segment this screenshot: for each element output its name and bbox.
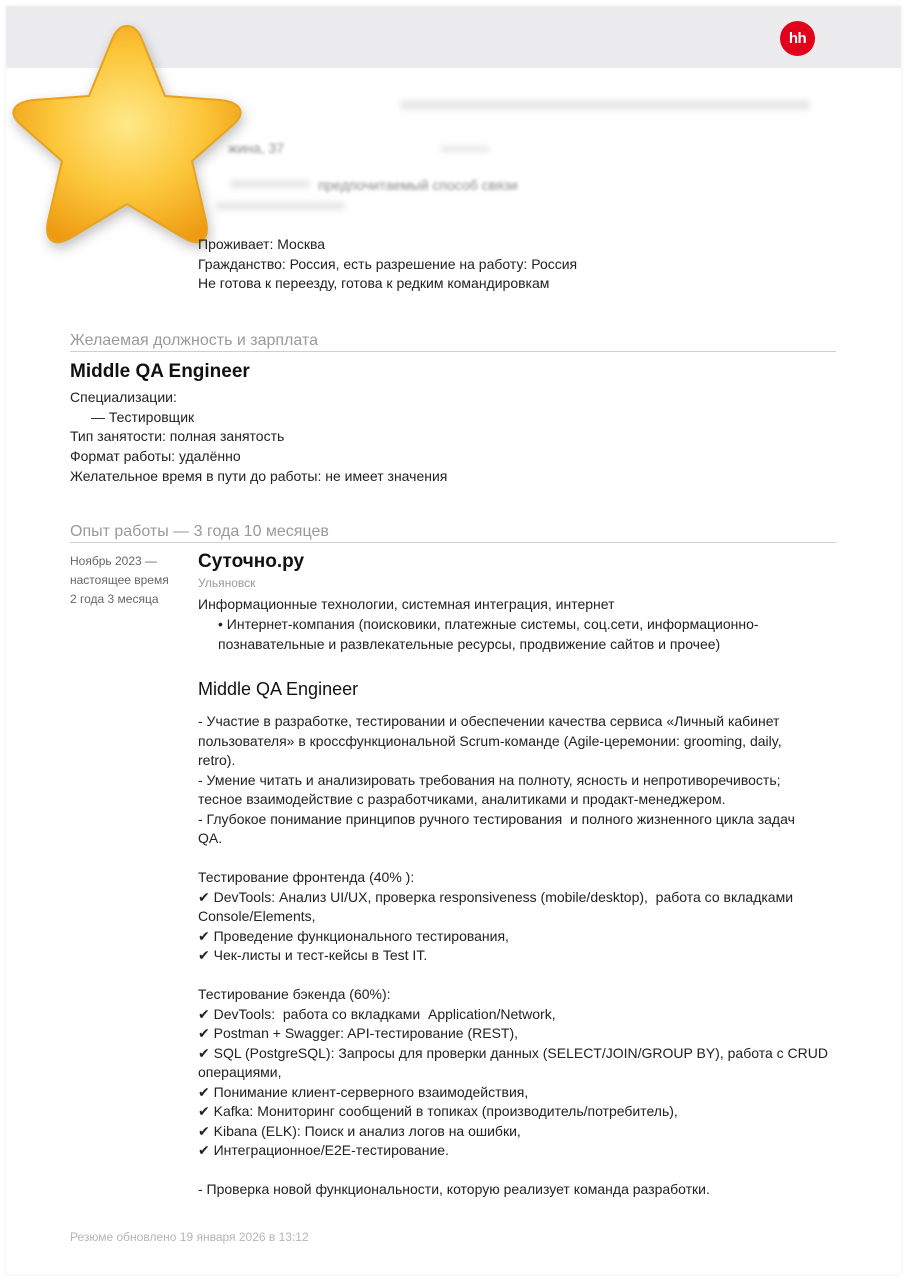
description-line: ✔ Kafka: Мониторинг сообщений в топиках (производитель/потребитель),: [198, 1103, 678, 1119]
description-line: retro).: [198, 752, 236, 768]
description-line: ✔ DevTools: Анализ UI/UX, проверка responsiveness (mobile/desktop), работа со вкладками: [198, 888, 794, 905]
job-period: [70, 552, 169, 609]
description-line: Тестирование фронтенда (40% ):: [198, 869, 415, 885]
contact-preference: предпочитаемый способ связи: [318, 177, 518, 193]
description-line: [198, 849, 838, 869]
period-duration: 2 года 3 месяца: [70, 592, 159, 606]
description-line: - Проверка новой функциональности, которую реализует команда разработки.: [198, 1181, 710, 1197]
description-line: ✔ Проведение функционального тестирования,: [198, 927, 509, 944]
description-line: пользователя» в кроссфункциональной Scrum-команде (Agile-церемонии: grooming, daily,: [198, 732, 782, 749]
description-line: QA.: [198, 830, 223, 846]
description-line: ✔ Чек-листы и тест-кейсы в Test IT.: [198, 947, 428, 963]
section-experience: Опыт работы — 3 года 10 месяцев: [70, 523, 836, 543]
description-line: ✔ Интеграционное/E2E-тестирование.: [198, 1142, 449, 1158]
specialization-item: — Тестировщик: [91, 409, 195, 425]
work-format: Формат работы: удалённо: [70, 448, 241, 464]
description-line: ✔ SQL (PostgreSQL): Запросы для проверки данных (SELECT/JOIN/GROUP BY), работа с CRUD: [198, 1044, 828, 1061]
description-line: - Участие в разработке, тестировании и обеспечении качества сервиса «Личный кабинет: [198, 713, 780, 729]
description-line: [198, 966, 838, 986]
section-desired-position: Желаемая должность и зарплата: [70, 332, 836, 352]
period-start: Ноябрь 2023 —: [70, 554, 157, 568]
description-line: - Умение читать и анализировать требования на полноту, ясность и непротиворечивость;: [198, 771, 781, 788]
job-description: [198, 712, 838, 1200]
commute-time: Желательное время в пути до работы: не имеет значения: [70, 468, 448, 484]
job-role: Middle QA Engineer: [198, 679, 359, 699]
description-line: ✔ Понимание клиент-серверного взаимодействия,: [198, 1083, 529, 1100]
description-line: ✔ Kibana (ELK): Поиск и анализ логов на ошибки,: [198, 1122, 521, 1139]
company-city: Ульяновск: [198, 576, 256, 590]
company-industry-detail: • Интернет-компания (поисковики, платежные системы, соц.сети, информационно-познавательные и развлекательные ресурсы, продвижение сайтов и прочее): [218, 616, 759, 652]
hh-logo[interactable]: hh: [780, 21, 815, 56]
company-industry: Информационные технологии, системная интеграция, интернет: [198, 596, 615, 612]
description-line: - Глубокое понимание принципов ручного тестирования и полного жизненного цикла задач: [198, 810, 795, 827]
specializations-label: Специализации:: [70, 389, 177, 405]
blurred-age-line: жина, 37: [228, 140, 285, 156]
description-line: Тестирование бэкенда (60%):: [198, 986, 391, 1002]
relocation: Не готова к переезду, готова к редким командировкам: [198, 275, 550, 291]
residence: Проживает: Москва: [198, 236, 326, 252]
blurred-age-extra: [440, 146, 490, 152]
description-line: ✔ DevTools: работа со вкладками Application/Network,: [198, 1005, 556, 1022]
resume-updated-footer: Резюме обновлено 19 января 2026 в 13:12: [70, 1230, 309, 1244]
citizenship: Гражданство: Россия, есть разрешение на работу: Россия: [198, 256, 578, 272]
period-end: настоящее время: [70, 573, 169, 587]
description-line: [198, 1161, 838, 1181]
employment-type: Тип занятости: полная занятость: [70, 428, 285, 444]
company-name: Суточно.ру: [198, 551, 305, 572]
blurred-name: [400, 100, 810, 110]
description-line: тесное взаимодействие с разработчиками, аналитиками и продакт-менеджером.: [198, 791, 726, 807]
description-line: Console/Elements,: [198, 908, 316, 924]
description-line: операциями,: [198, 1064, 282, 1080]
star-sticker-icon: [2, 16, 252, 261]
description-line: ✔ Postman + Swagger: API-тестирование (REST),: [198, 1025, 519, 1041]
desired-position-title: Middle QA Engineer: [70, 361, 250, 382]
